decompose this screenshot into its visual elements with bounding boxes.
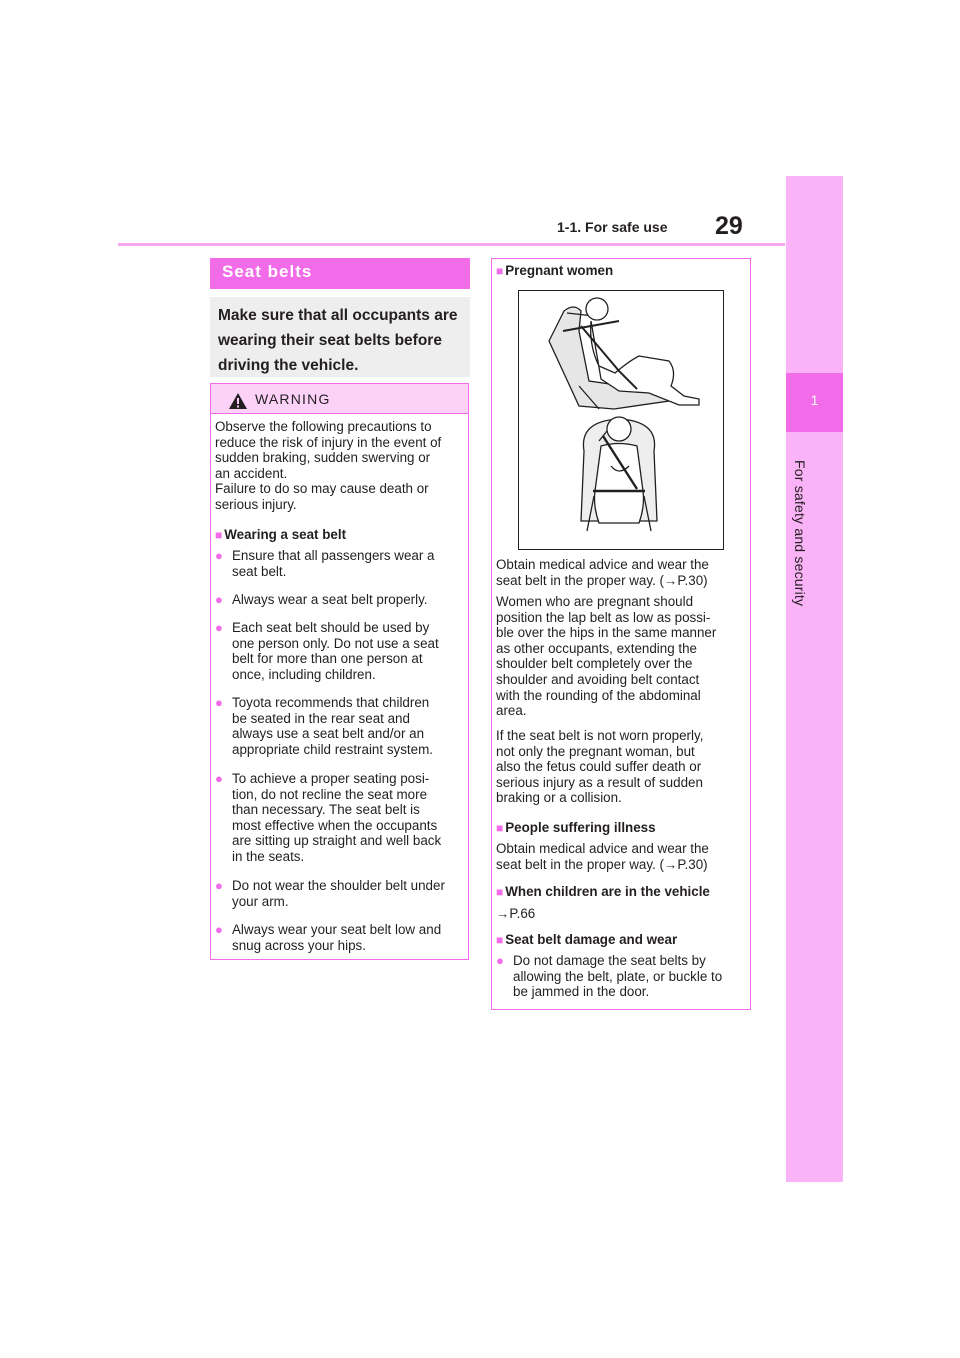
header-rule xyxy=(118,243,785,246)
paragraph-line: position the lap belt as low as possi- xyxy=(496,609,711,625)
illness-paragraph xyxy=(496,841,746,872)
chapter-title-text: For safety and security xyxy=(792,460,808,607)
circle-bullet-icon: ● xyxy=(215,695,223,710)
pregnant-paragraph xyxy=(496,594,746,719)
warning-intro-line: reduce the risk of injury in the event of xyxy=(215,434,442,450)
warning-intro-line: an accident. xyxy=(215,465,288,481)
warning-intro xyxy=(215,419,465,513)
warning-subheading-text: Wearing a seat belt xyxy=(224,527,347,542)
section-heading xyxy=(210,258,470,289)
bullet-line: always use a seat belt and/or an xyxy=(232,726,425,742)
bullet-line: Do not damage the seat belts by xyxy=(513,953,706,968)
children-heading xyxy=(496,884,710,900)
warning-intro-line: Failure to do so may cause death or xyxy=(215,481,429,497)
bullet-line: Always wear your seat belt low and xyxy=(232,922,442,937)
chapter-number: 1 xyxy=(810,392,819,408)
paragraph-line: not only the pregnant woman, but xyxy=(496,743,695,759)
bullet-line: Toyota recommends that children xyxy=(232,695,430,710)
section-heading-text: Seat belts xyxy=(222,262,313,281)
circle-bullet-icon: ● xyxy=(215,548,223,563)
circle-bullet-icon: ● xyxy=(215,922,223,937)
intro-box xyxy=(210,297,470,377)
bullet-line: appropriate child restraint system. xyxy=(232,741,433,757)
bullet-line: be jammed in the door. xyxy=(513,984,650,1000)
bullet-line: in the seats. xyxy=(232,848,305,864)
damage-heading-text: Seat belt damage and wear xyxy=(505,932,678,947)
bullet-line: one person only. Do not use a seat xyxy=(232,635,439,651)
pregnant-heading-text: Pregnant women xyxy=(505,263,614,278)
intro-text: Make sure that all occupants are wearing their seat belts before driving the vehicle. xyxy=(218,307,458,374)
warning-title: WARNING xyxy=(255,391,331,407)
seatbelt-illustration-icon xyxy=(519,291,723,549)
paragraph-line: shoulder belt completely over the xyxy=(496,656,693,672)
bullet-line: snug across your hips. xyxy=(232,937,366,953)
pregnant-woman-seatbelt-illustration xyxy=(518,290,724,550)
circle-bullet-icon: ● xyxy=(215,592,223,607)
warning-intro-line: Observe the following precautions to xyxy=(215,419,432,434)
warning-header xyxy=(210,383,469,414)
section-title: 1-1. For safe use xyxy=(557,219,668,235)
square-bullet-icon: ■ xyxy=(496,821,504,835)
bullet-line: belt for more than one person at xyxy=(232,651,423,667)
circle-bullet-icon: ● xyxy=(215,620,223,635)
paragraph-line: serious injury as a result of sudden xyxy=(496,774,703,790)
damage-heading xyxy=(496,932,677,948)
square-bullet-icon: ■ xyxy=(496,885,504,899)
square-bullet-icon: ■ xyxy=(496,264,504,278)
bullet-line: tion, do not recline the seat more xyxy=(232,786,428,802)
paragraph-line: ble over the hips in the same manner xyxy=(496,625,717,641)
bullet-line: are sitting up straight and well back xyxy=(232,833,442,849)
bullet-line: most effective when the occupants xyxy=(232,817,438,833)
chapter-side-strip xyxy=(786,176,843,1182)
bullet-line: allowing the belt, plate, or buckle to xyxy=(513,968,723,984)
bullet-line: Each seat belt should be used by xyxy=(232,620,430,635)
pregnant-paragraph xyxy=(496,557,746,588)
bullet-line: Always wear a seat belt properly. xyxy=(232,592,428,607)
chapter-title xyxy=(784,460,844,620)
paragraph-line: Obtain medical advice and wear the xyxy=(496,841,709,856)
paragraph-line: seat belt in the proper way. (→P.30) xyxy=(496,572,708,588)
children-page-reference[interactable]: →P.66 xyxy=(496,906,536,921)
paragraph-line: braking or a collision. xyxy=(496,790,622,806)
paragraph-line: If the seat belt is not worn properly, xyxy=(496,728,704,743)
warning-intro-line: sudden braking, sudden swerving or xyxy=(215,450,431,466)
warning-triangle-icon xyxy=(228,392,248,410)
illness-heading xyxy=(496,820,656,836)
square-bullet-icon: ■ xyxy=(496,933,504,947)
circle-bullet-icon: ● xyxy=(496,953,504,968)
warning-subheading xyxy=(215,527,346,543)
bullet-line: seat belt. xyxy=(232,563,287,579)
paragraph-line: shoulder and avoiding belt contact xyxy=(496,671,700,687)
paragraph-line: area. xyxy=(496,703,527,719)
pregnant-paragraph xyxy=(496,728,746,806)
children-heading-text: When children are in the vehicle xyxy=(505,884,710,899)
paragraph-line: Obtain medical advice and wear the xyxy=(496,557,709,572)
bullet-line: Do not wear the shoulder belt under xyxy=(232,878,445,893)
paragraph-line: also the fetus could suffer death or xyxy=(496,759,702,775)
paragraph-line: with the rounding of the abdominal xyxy=(496,687,701,703)
circle-bullet-icon: ● xyxy=(215,771,223,786)
paragraph-line: as other occupants, extending the xyxy=(496,640,697,656)
illness-heading-text: People suffering illness xyxy=(505,820,656,835)
page-number: 29 xyxy=(715,212,743,240)
bullet-line: Ensure that all passengers wear a xyxy=(232,548,435,563)
circle-bullet-icon: ● xyxy=(215,878,223,893)
pregnant-heading xyxy=(496,263,613,279)
bullet-line: than necessary. The seat belt is xyxy=(232,802,420,818)
bullet-line: your arm. xyxy=(232,893,289,909)
warning-intro-line: serious injury. xyxy=(215,496,297,512)
bullet-line: To achieve a proper seating posi- xyxy=(232,771,430,786)
bullet-line: once, including children. xyxy=(232,666,376,682)
square-bullet-icon: ■ xyxy=(215,528,223,542)
paragraph-line: seat belt in the proper way. (→P.30) xyxy=(496,856,708,872)
paragraph-line: Women who are pregnant should xyxy=(496,594,694,609)
bullet-line: be seated in the rear seat and xyxy=(232,710,410,726)
